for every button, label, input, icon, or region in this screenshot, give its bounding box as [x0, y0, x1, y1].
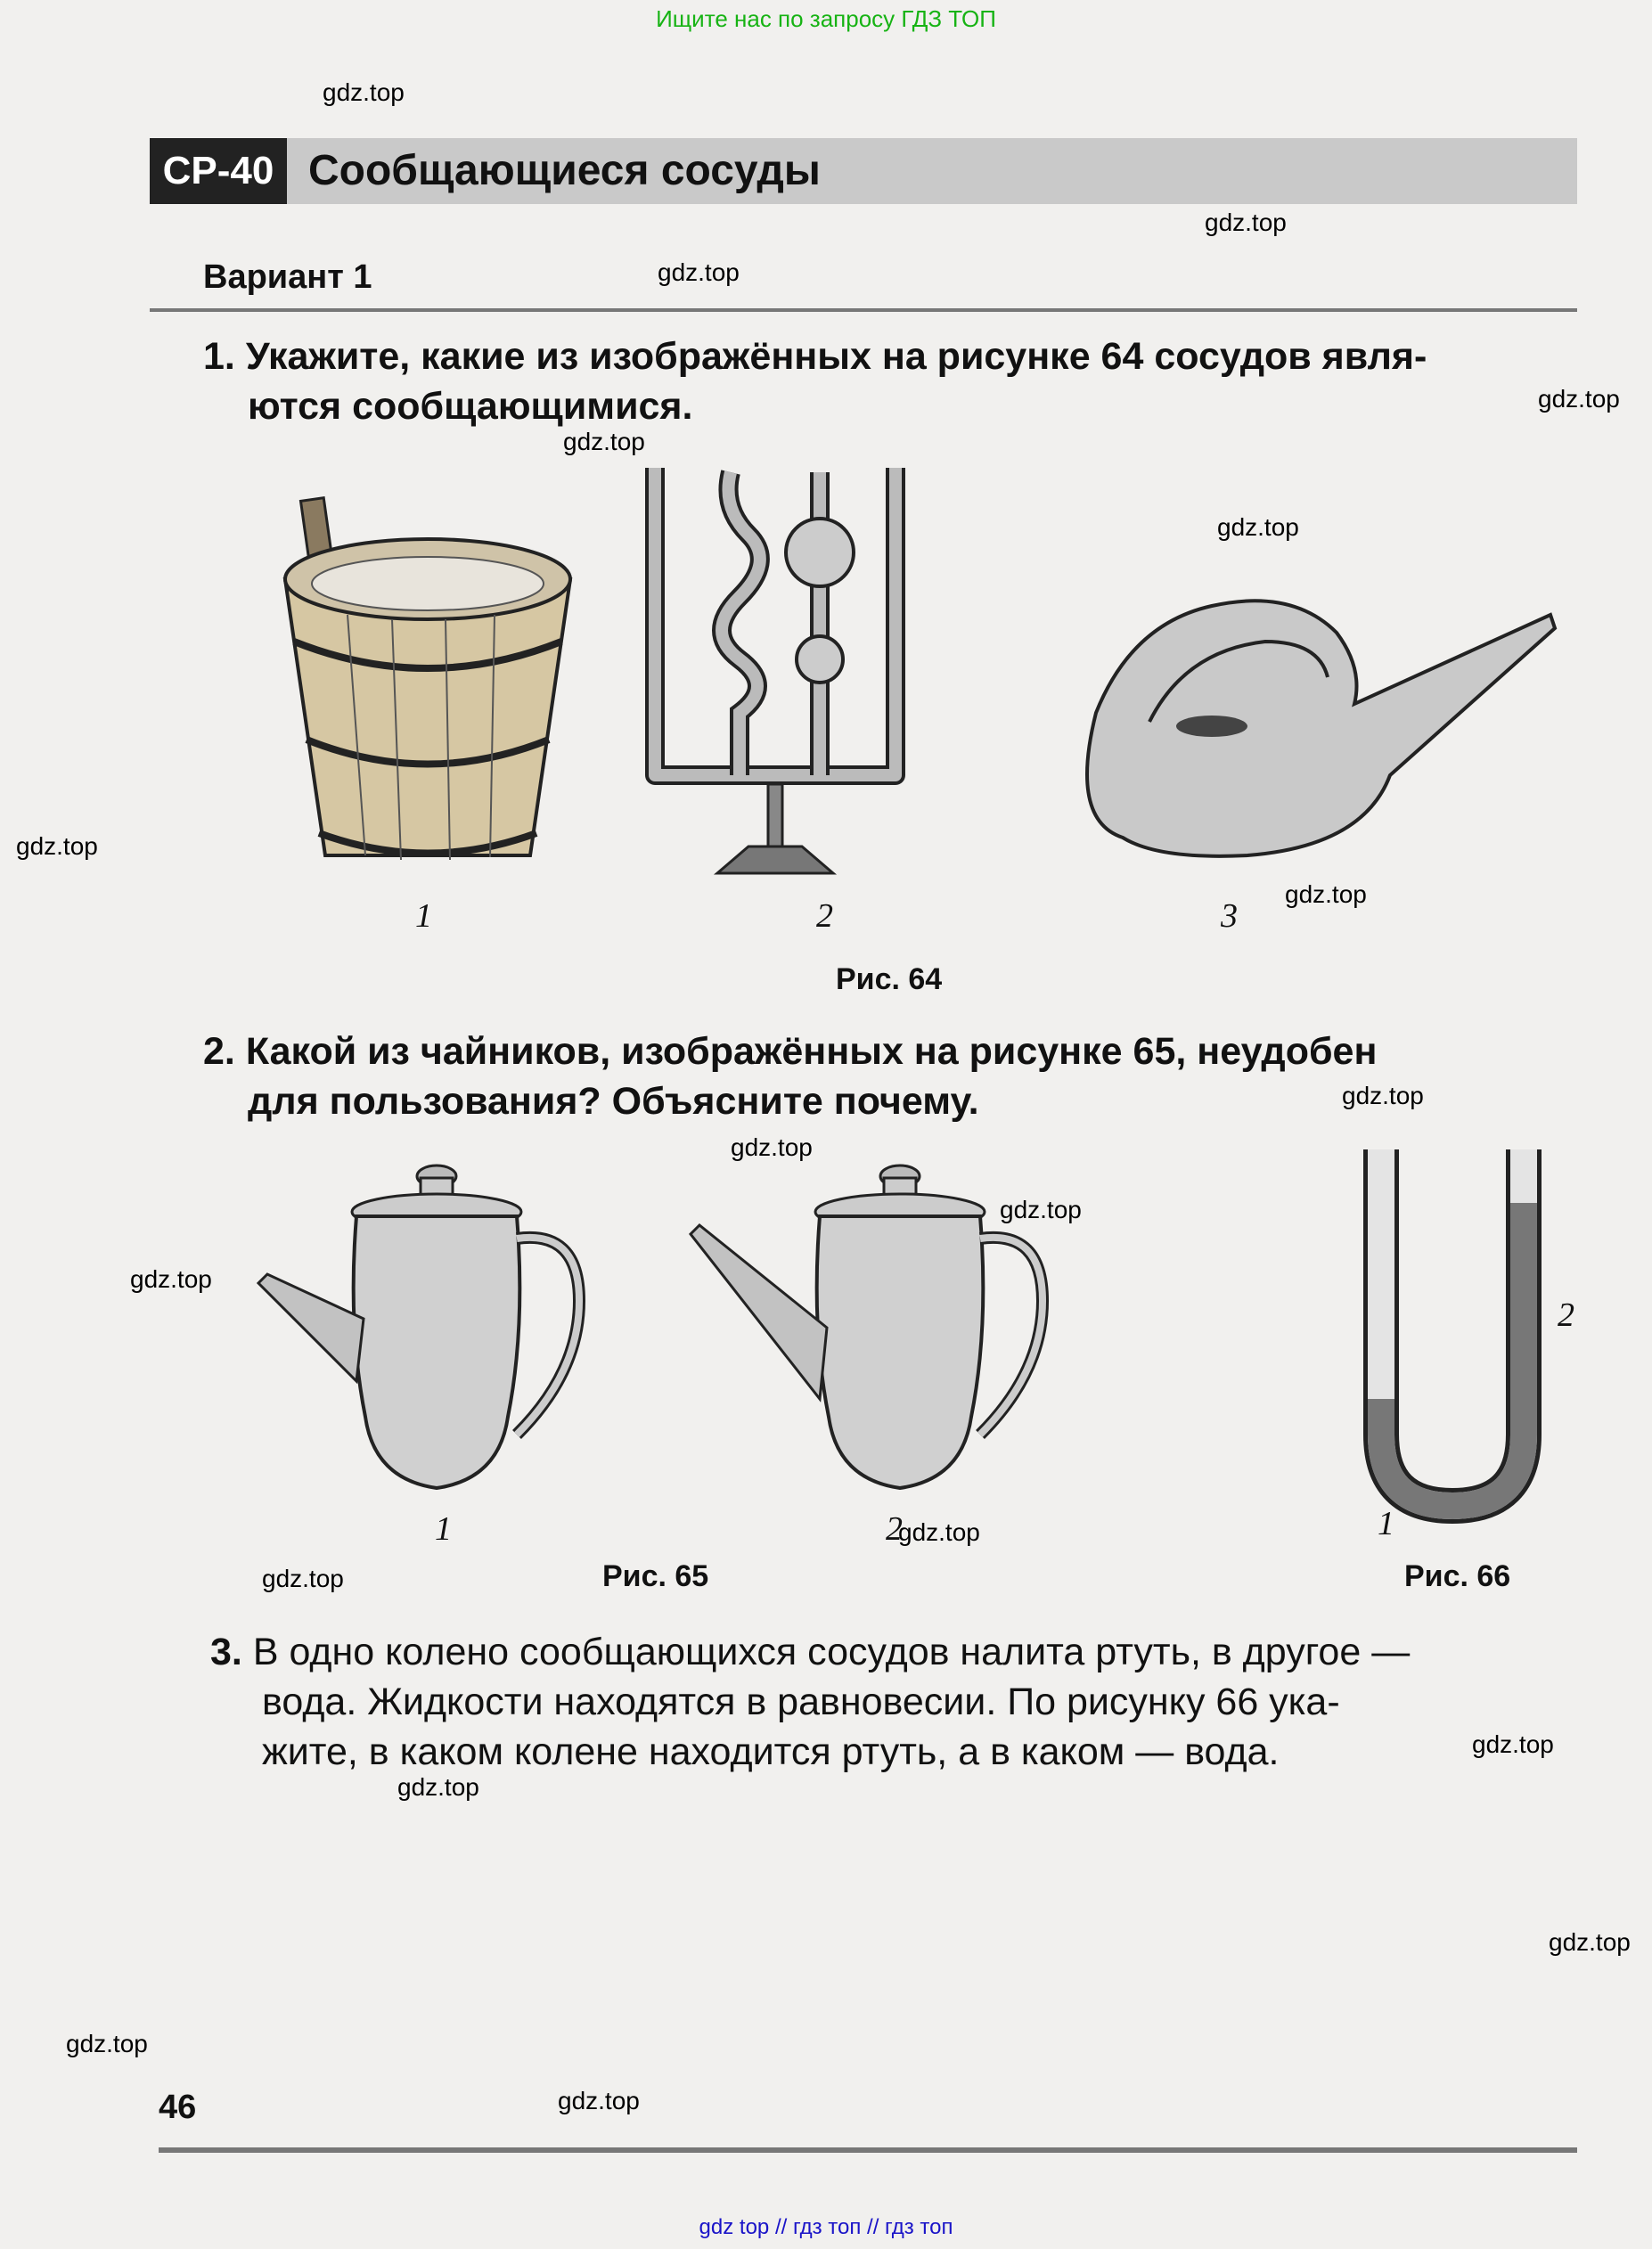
question-3-line-2: вода. Жидкости находятся в равновесии. По рисунку 66 ука- — [262, 1681, 1340, 1723]
figure-64-label-3: 3 — [1221, 897, 1238, 935]
figure-65-caption: Рис. 65 — [602, 1559, 709, 1593]
question-number: 2. — [203, 1030, 235, 1073]
watermark: gdz.top — [898, 1518, 980, 1546]
watermark: gdz.top — [1538, 385, 1620, 413]
divider — [150, 308, 1577, 312]
watermark: gdz.top — [262, 1565, 344, 1592]
page-number: 46 — [159, 2089, 197, 2126]
u-tube-figure — [1345, 1141, 1559, 1533]
question-2-line-2: для пользования? Объясните почему. — [248, 1080, 979, 1123]
question-1-line-2: ются сообщающимися. — [248, 385, 693, 428]
bottom-links[interactable]: gdz top // гдз топ // гдз топ — [699, 2215, 953, 2239]
question-number: 1. — [203, 335, 235, 378]
variant-title: Вариант 1 — [203, 258, 372, 296]
watermark: gdz.top — [1217, 513, 1299, 541]
watering-can-figure — [1069, 552, 1568, 873]
figure-65-label-2: 2 — [886, 1510, 903, 1548]
figure-64-caption: Рис. 64 — [836, 962, 943, 996]
figure-64-label-1: 1 — [415, 897, 432, 935]
question-3-line-3: жите, в каком колене находится ртуть, а в каком — вода. — [262, 1730, 1280, 1773]
question-text: Какой из чайников, изображённых на рисунке 65, неудобен — [245, 1030, 1378, 1073]
watermark: gdz.top — [658, 258, 740, 286]
watermark: gdz.top — [1000, 1196, 1082, 1223]
watermark: gdz.top — [558, 2087, 640, 2114]
question-2 — [203, 1026, 1575, 1076]
kettle-1-figure — [249, 1149, 624, 1506]
figure-65-label-1: 1 — [435, 1510, 452, 1548]
watermark: gdz.top — [563, 428, 645, 455]
question-number: 3. — [210, 1631, 242, 1673]
watermark: gdz.top — [16, 832, 98, 860]
figure-66-label-2: 2 — [1558, 1296, 1574, 1334]
watermark: gdz.top — [397, 1773, 479, 1801]
top-banner[interactable]: Ищите нас по запросу ГДЗ ТОП — [656, 5, 996, 32]
watermark: gdz.top — [1472, 1730, 1554, 1758]
watermark: gdz.top — [1342, 1082, 1424, 1109]
question-text: Укажите, какие из изображённых на рисунке 64 сосудов явля- — [245, 335, 1427, 378]
watermark: gdz.top — [1285, 880, 1367, 908]
kettle-2-figure — [686, 1149, 1078, 1506]
figure-66-label-1: 1 — [1378, 1505, 1394, 1542]
question-text: В одно колено сообщающихся сосудов налита ртуть, в другое — — [252, 1631, 1411, 1673]
watermark: gdz.top — [66, 2030, 148, 2057]
watermark: gdz.top — [130, 1265, 212, 1293]
watermark: gdz.top — [323, 78, 405, 106]
question-3 — [210, 1627, 1582, 1677]
header-code: СР-40 — [150, 138, 287, 204]
figure-64-label-2: 2 — [816, 897, 833, 935]
watermark: gdz.top — [1205, 209, 1287, 236]
wooden-tub-figure — [267, 481, 588, 873]
communicating-vessel-figure — [642, 454, 909, 882]
page-title: Сообщающиеся сосуды — [308, 147, 821, 194]
question-1 — [203, 331, 1575, 381]
footer-divider — [159, 2147, 1577, 2153]
watermark: gdz.top — [731, 1133, 813, 1161]
figure-66-caption: Рис. 66 — [1404, 1559, 1511, 1593]
watermark: gdz.top — [1549, 1928, 1631, 1956]
